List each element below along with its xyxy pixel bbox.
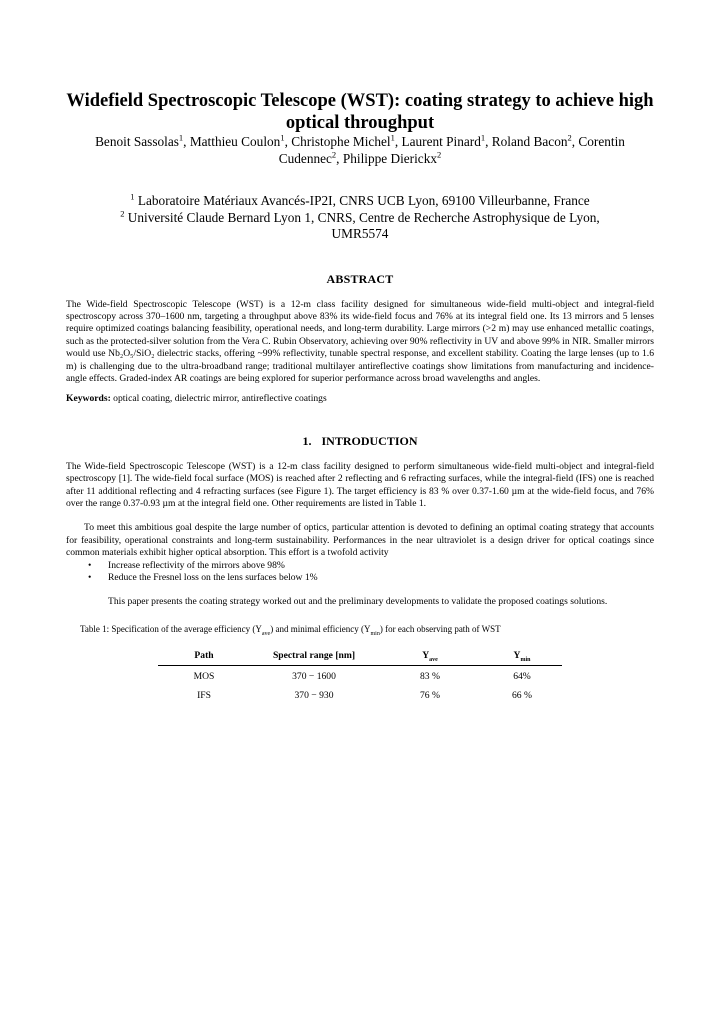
table-cell: 370 − 930 [294,689,334,701]
table-cell: 370 − 1600 [292,670,336,682]
table-caption: Table 1: Specification of the average efficiency $(Y_{ave})$ and minimal efficiency $(Y_{min})$ for each observing path of WST [80,623,501,637]
list-item: • Increase reflectivity of the mirrors above 98% [88,559,285,571]
author: Philippe Dierickx$^2$ [342,149,442,166]
author: Benoit Sassolas$^1$, [95,132,190,149]
table-header-row [158,647,562,666]
column-header: Path [158,647,250,666]
column-header: $Y_{min}$ [482,647,562,666]
table-cell: 64% [513,670,531,682]
keywords [66,393,654,405]
section-heading-introduction [66,434,654,449]
author: Laurent Pinard$^1$, [401,132,492,149]
spec-table [158,647,562,704]
keywords-label: Keywords: [66,393,111,405]
affiliation: $^2$ Université Claude Bernard Lyon 1, CNRS, Centre de Recherche Astrophysique de Lyon, [120,208,600,225]
table-row [158,685,562,704]
author: Roland Bacon$^2$, Corentin [491,132,625,149]
authors-line-2 [66,151,654,168]
author: Cudennec$^2$, [278,149,343,166]
table-cell: 83 % [420,670,440,682]
affiliation: UMR5574 [331,226,389,241]
affiliation: $^1$ Laboratoire Matériaux Avancés-IP2I, CNRS UCB Lyon, 69100 Villeurbanne, France [130,191,590,208]
table-cell: 76 % [420,689,440,701]
bullet-list [66,560,654,585]
column-header: $Y_{ave}$ [378,647,482,666]
table-cell: 66 % [512,689,532,701]
intro-paragraph-3: This paper presents the coating strategy worked out and the preliminary developments to validate the proposed coatings solutions. [108,596,608,608]
intro-paragraph-2: To meet this ambitious goal despite the large number of optics, particular attention is devoted to defining an optimal coating strategy that accounts for feasibility, operational constraints and long-term sustainability. Performances in the near ultraviolet is a design driver for optical coatings since common materials exhibit higher optical absorption. This effort is a twofold activity [66,522,654,559]
author: Christophe Michel$^1$, [291,132,402,149]
section-title: INTRODUCTION [321,433,418,448]
list-item: • Reduce the Fresnel loss on the lens surfaces below 1% [88,572,318,583]
author: Matthieu Coulon$^1$, [189,132,292,149]
keywords-list: optical coating, dielectric mirror, antireflective coatings [110,393,327,405]
bullet-icon: • [88,572,92,583]
table-cell: MOS [193,670,215,682]
table-cell: IFS [197,689,211,701]
authors-line-1 [66,134,654,151]
abstract-text: The Wide-field Spectroscopic Telescope (WST) is a 12-m class facility designed for simultaneous wide-field multi-object and integral-field spectroscopy across 370–1600 nm, targeting a throughput above 83% its wide-field focus and 76% at its integral field one. Its 13 mirrors and 5 lenses require optimized coatings balancing feasibility, operational needs, and long-term durability. Large mirrors (>2 m) may use enhanced metallic coatings, such as the protected-silver solution from the Vera C. Rubin Observatory, achieving over 90% reflectivity in UV and above 99% in NIR. Smaller mirrors would use Nb₂O₅/SiO₂ dielectric stacks, offering ~99% reflectivity, tunable spectral response, and excellent stability. Coating the large lenses (up to 1.6 m) is challenging due to the ultra-broadband range; traditional multilayer antireflective coatings show limitations from manufacturing and incidence-angle effects. Graded-index AR coatings are being explored for superior performance across broad wavelengths and angles. [66,298,654,384]
column-header: Spectral range [nm] [250,647,378,666]
table-row [158,665,562,685]
affiliations [66,193,654,243]
abstract-heading: ABSTRACT [326,271,394,286]
bullet-icon: • [88,559,92,571]
section-number: 1. [302,433,312,448]
intro-paragraph-1: The Wide-field Spectroscopic Telescope (WST) is a 12-m class facility designed to perform simultaneous wide-field multi-object and integral-field spectroscopy [1]. The wide-field focal surface (MOS) is reached after 2 reflecting and 6 refracting surfaces, while the integral-field (IFS) one is reached after 11 additional reflecting and 4 refracting surfaces (see Figure 1). The target efficiency is 83 % over 0.37-1.60 µm at the wide-field focus, and 76% over the range 0.37-0.93 µm at the integral field one. Other requirements are listed in Table 1. [66,460,654,509]
paper-title: Widefield Spectroscopic Telescope (WST): coating strategy to achieve high optical throughput [66,91,654,133]
